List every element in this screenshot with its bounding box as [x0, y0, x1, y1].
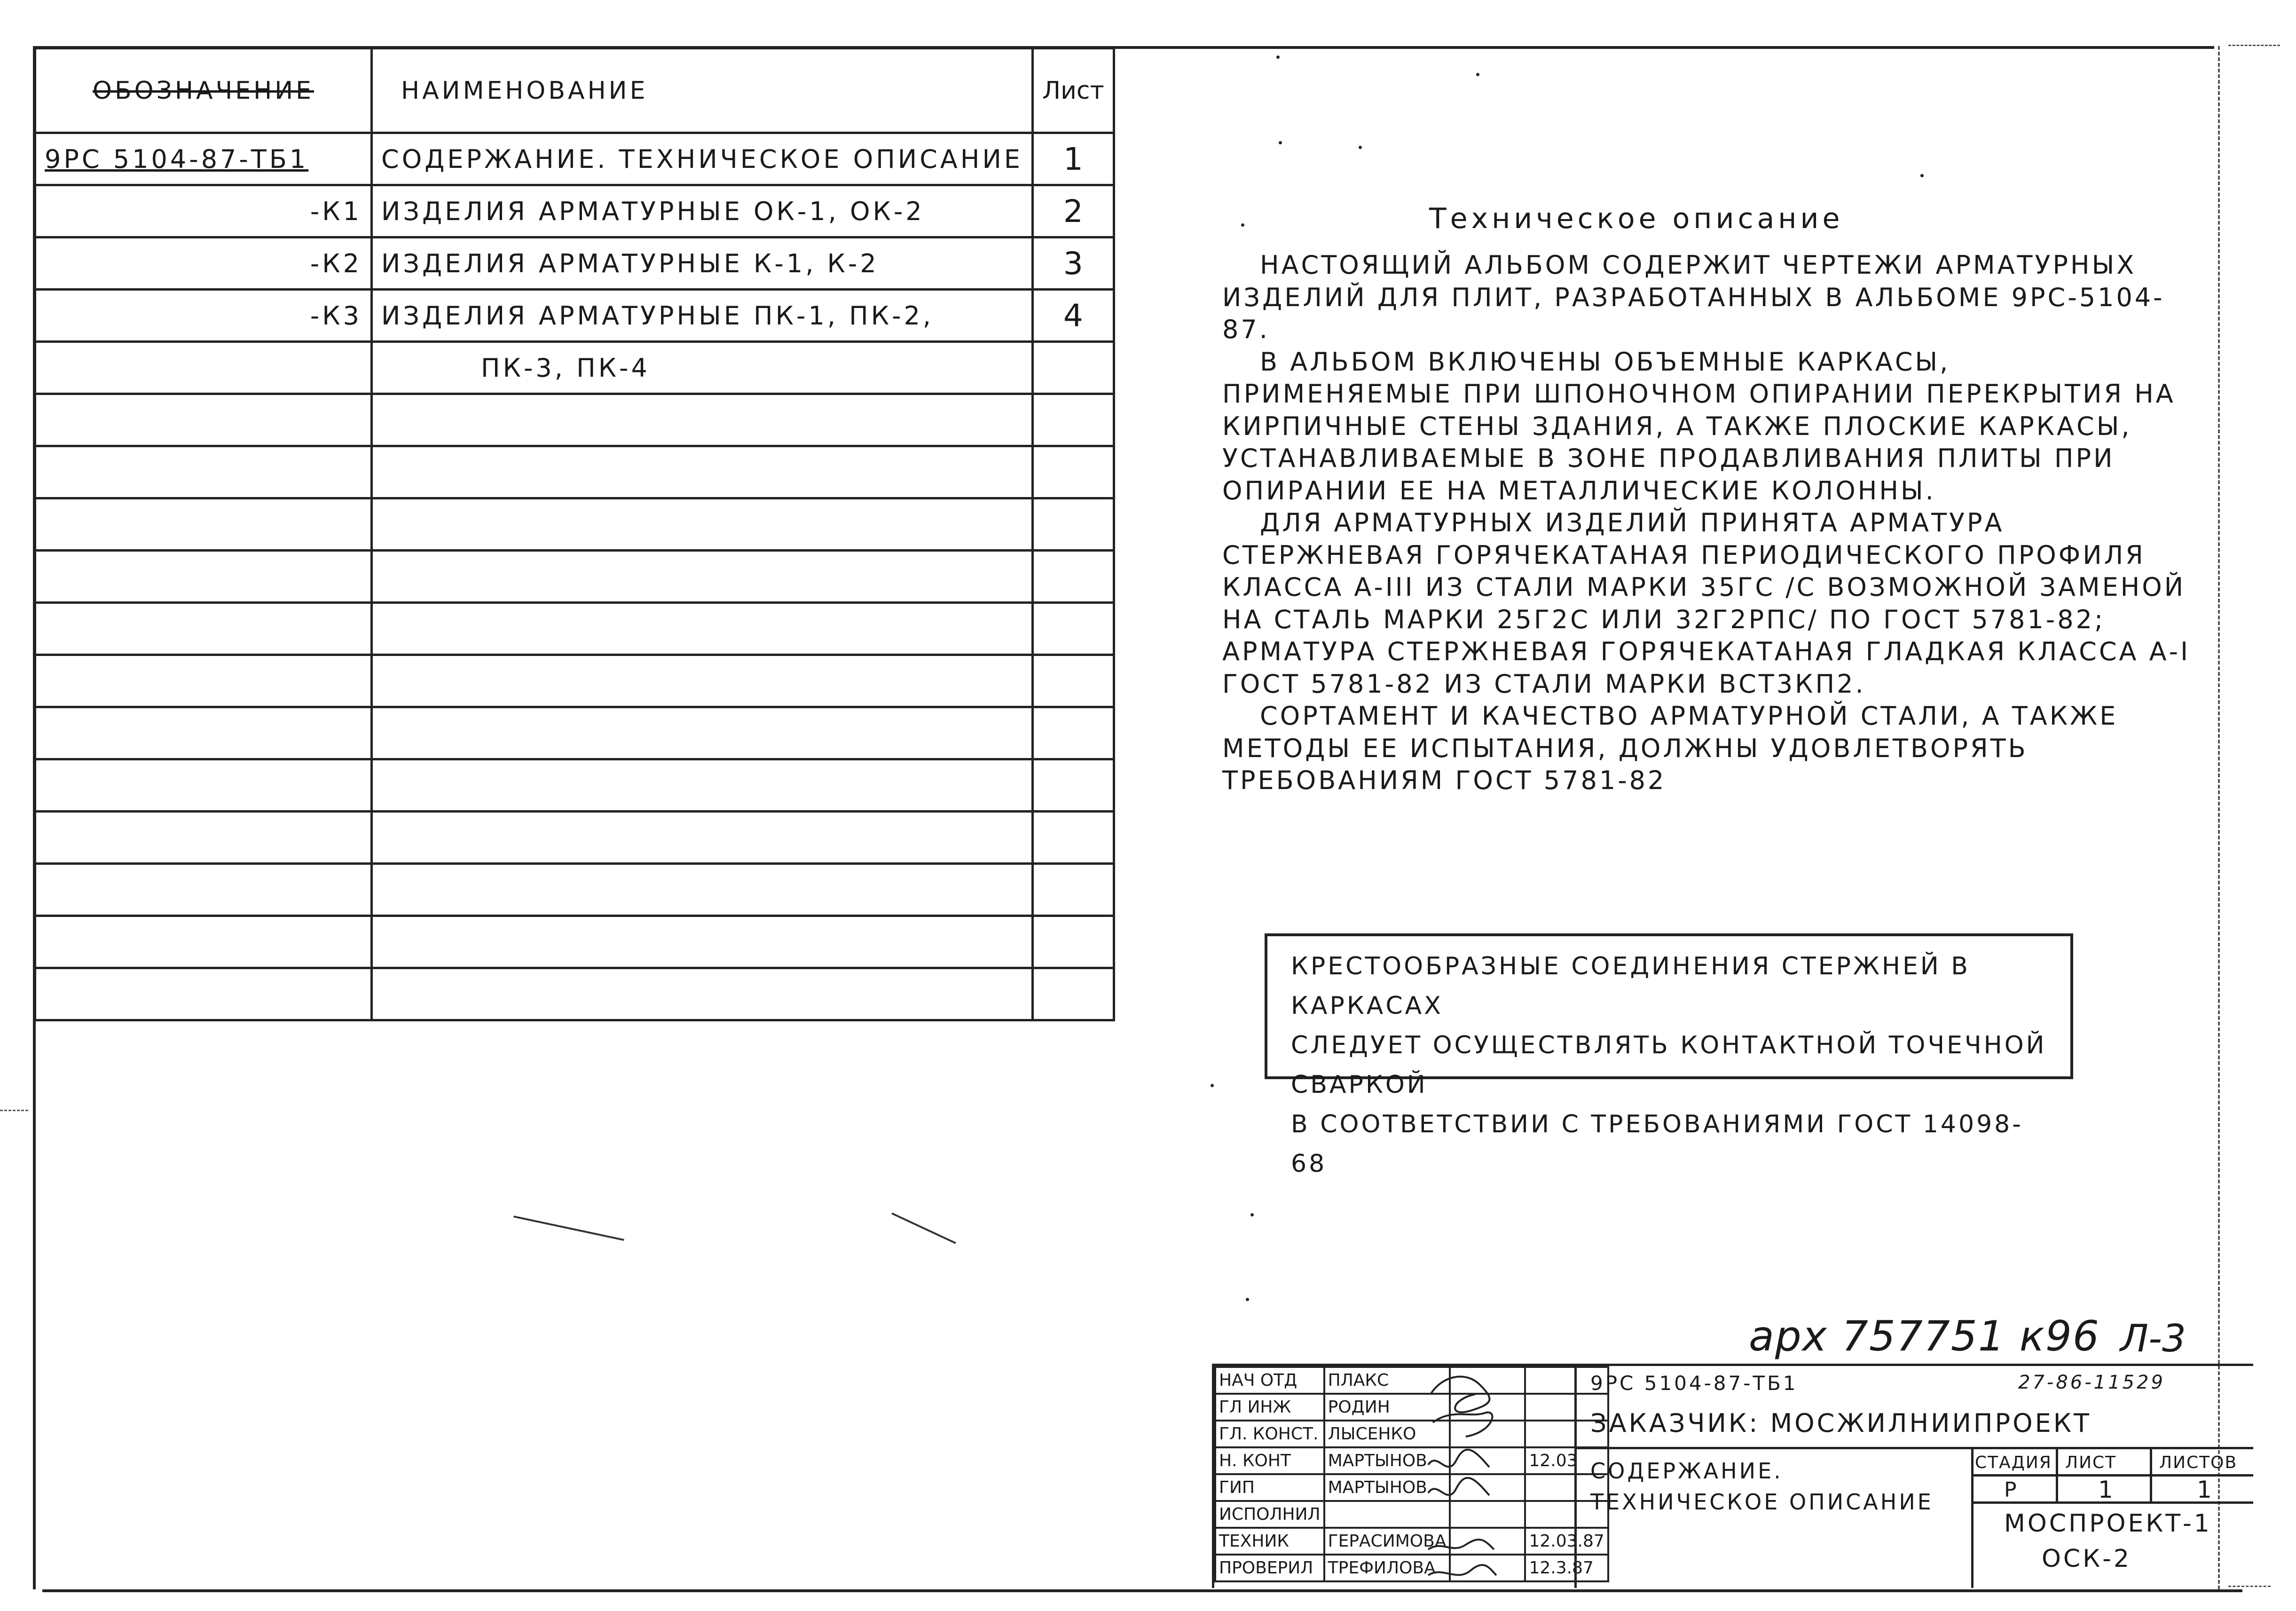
- signature-name: РОДИН: [1324, 1394, 1450, 1421]
- scan-dot: [1920, 174, 1924, 177]
- contents-table: [34, 47, 1115, 1021]
- signature-scribble: [1428, 1540, 1494, 1549]
- note-line: СЛЕДУЕТ ОСУЩЕСТВЛЯТЬ КОНТАКТНОЙ ТОЧЕЧНОЙ СВАРКОЙ: [1291, 1031, 2047, 1099]
- table-row-empty: [35, 394, 1114, 446]
- signature-name: ПЛАКС: [1324, 1367, 1450, 1394]
- title-block-divider: [2150, 1447, 2152, 1501]
- scan-stroke: [513, 1216, 624, 1241]
- table-row-empty: [35, 655, 1114, 707]
- signature-role: ТЕХНИК: [1215, 1528, 1324, 1555]
- signature-row: [1215, 1555, 1608, 1581]
- table-row: [35, 185, 1114, 237]
- row-designation: -К3: [35, 290, 372, 342]
- signature-row: [1215, 1367, 1608, 1394]
- note-line: КРЕСТООБРАЗНЫЕ СОЕДИНЕНИЯ СТЕРЖНЕЙ В КАРКАСАХ: [1291, 952, 1970, 1020]
- table-row-empty: [35, 916, 1114, 968]
- table-row-empty: [35, 603, 1114, 655]
- row-sheet: 4: [1032, 290, 1114, 342]
- row-name: СОДЕРЖАНИЕ. ТЕХНИЧЕСКОЕ ОПИСАНИЕ: [372, 133, 1033, 185]
- row-sheet: 3: [1032, 237, 1114, 290]
- organization: МОСПРОЕКТ-1: [2004, 1509, 2212, 1538]
- scan-dash: [0, 1110, 28, 1111]
- signature-role: ГЛ ИНЖ: [1215, 1394, 1324, 1421]
- scan-dot: [1359, 146, 1362, 149]
- signature-date: 12.03: [1525, 1447, 1608, 1474]
- scan-dot: [1279, 141, 1282, 144]
- signature-row: [1215, 1447, 1608, 1474]
- signature-role: ГИП: [1215, 1474, 1324, 1501]
- archive-sheet-ref: Л-3: [2120, 1317, 2186, 1360]
- signature-scribble: [1433, 1413, 1492, 1437]
- sheets-label: ЛИСТОВ: [2159, 1453, 2238, 1472]
- table-row-empty: [35, 759, 1114, 812]
- stage-value: Р: [2004, 1478, 2019, 1502]
- paragraph: СОРТАМЕНТ И КАЧЕСТВО АРМАТУРНОЙ СТАЛИ, А ТАКЖЕ МЕТОДЫ ЕЕ ИСПЫТАНИЯ, ДОЛЖНЫ УДОВЛЕТВОРЯТЬ ТРЕБОВАНИЯМ ГОСТ 5781-82: [1222, 701, 2118, 795]
- scan-dot: [1241, 223, 1244, 227]
- note-line: В СООТВЕТСТВИИ С ТРЕБОВАНИЯМИ ГОСТ 14098-68: [1291, 1110, 2024, 1178]
- sheet-value: 1: [2098, 1476, 2115, 1503]
- stage-label: СТАДИЯ: [1975, 1453, 2052, 1472]
- scan-dot: [1211, 1084, 1214, 1087]
- signature-date: 12.03.87: [1525, 1528, 1608, 1555]
- signature-role: ПРОВЕРИЛ: [1215, 1555, 1324, 1581]
- title-block: [1212, 1364, 2253, 1588]
- table-row: [35, 290, 1114, 342]
- technical-description-title: Техническое описание: [1429, 202, 1844, 235]
- archive-number: арх 757751 к96: [1749, 1312, 2100, 1360]
- designation-header: ОБОЗНАЧЕНИЕ: [35, 48, 372, 133]
- technical-description-body: [1222, 249, 2191, 797]
- sheets-value: 1: [2197, 1476, 2214, 1503]
- contents-header-row: [35, 48, 1114, 133]
- table-row-empty: [35, 551, 1114, 603]
- signature-scribbles: [1423, 1366, 1501, 1588]
- signature-row: [1215, 1474, 1608, 1501]
- row-designation: -К1: [35, 185, 372, 237]
- row-name: ИЗДЕЛИЯ АРМАТУРНЫЕ К-1, К-2: [372, 237, 1033, 290]
- table-row-empty: [35, 812, 1114, 864]
- row-designation: -К2: [35, 237, 372, 290]
- scan-dash: [2228, 45, 2280, 46]
- table-row-empty: [35, 707, 1114, 759]
- paragraph: В АЛЬБОМ ВКЛЮЧЕНЫ ОБЪЕМНЫЕ КАРКАСЫ, ПРИМЕНЯЕМЫЕ ПРИ ШПОНОЧНОМ ОПИРАНИИ ПЕРЕКРЫТИЯ НА КИРПИЧНЫЕ СТЕНЫ ЗДАНИЯ, А ТАКЖЕ ПЛОСКИЕ КАРКАСЫ, УСТАНАВЛИВАЕМЫЕ В ЗОНЕ ПРОДАВЛИВАНИЯ ПЛИТЫ ПРИ ОПИРАНИИ ЕЕ НА МЕТАЛЛИЧЕСКИЕ КОЛОННЫ.: [1222, 347, 2176, 505]
- signature-row: [1215, 1528, 1608, 1555]
- signature-name: МАРТЫНОВ: [1324, 1447, 1450, 1474]
- table-row-empty: [35, 498, 1114, 551]
- name-header: НАИМЕНОВАНИЕ: [372, 48, 1033, 133]
- sheet-title: СОДЕРЖАНИЕ. ТЕХНИЧЕСКОЕ ОПИСАНИЕ: [1590, 1458, 1934, 1515]
- signature-role: ИСПОЛНИЛ: [1215, 1501, 1324, 1528]
- row-name: ПК-3, ПК-4: [372, 342, 1033, 394]
- signature-row: [1215, 1501, 1608, 1528]
- table-row-empty: [35, 968, 1114, 1020]
- table-row: [35, 342, 1114, 394]
- scan-dash: [2228, 1586, 2271, 1587]
- title-block-divider: [2056, 1447, 2058, 1501]
- paragraph: НАСТОЯЩИЙ АЛЬБОМ СОДЕРЖИТ ЧЕРТЕЖИ АРМАТУРНЫХ ИЗДЕЛИЙ ДЛЯ ПЛИТ, РАЗРАБОТАННЫХ В АЛЬБОМЕ 9РС-5104-87.: [1222, 250, 2165, 344]
- scan-stroke: [891, 1212, 956, 1244]
- welding-note-box: [1265, 933, 2073, 1178]
- signature-name: МАРТЫНОВ: [1324, 1474, 1450, 1501]
- signature-name: ТРЕФИЛОВА: [1324, 1555, 1450, 1581]
- table-row-empty: [35, 864, 1114, 916]
- customer: ЗАКАЗЧИК: МОСЖИЛНИИПРОЕКТ: [1590, 1408, 2092, 1438]
- signature-name: ГЕРАСИМОВА: [1324, 1528, 1450, 1555]
- signature-row: [1215, 1394, 1608, 1421]
- row-designation: 9РС 5104-87-ТБ1: [35, 133, 372, 185]
- row-designation: [35, 342, 372, 394]
- title-block-divider: [1574, 1366, 1577, 1588]
- scan-dot: [1476, 73, 1479, 76]
- row-sheet: [1032, 342, 1114, 394]
- row-name: ИЗДЕЛИЯ АРМАТУРНЫЕ ОК-1, ОК-2: [372, 185, 1033, 237]
- signatures-table: [1214, 1366, 1609, 1582]
- signature-role: НАЧ ОТД: [1215, 1367, 1324, 1394]
- table-row-empty: [35, 446, 1114, 498]
- paragraph: ДЛЯ АРМАТУРНЫХ ИЗДЕЛИЙ ПРИНЯТА АРМАТУРА СТЕРЖНЕВАЯ ГОРЯЧЕКАТАНАЯ ПЕРИОДИЧЕСКОГО ПРОФИЛЯ КЛАССА А-III ИЗ СТАЛИ МАРКИ 35ГС /С ВОЗМОЖНОЙ ЗАМЕНОЙ НА СТАЛЬ МАРКИ 25Г2С ИЛИ 32Г2РПС/ ПО ГОСТ 5781-82; АРМАТУРА СТЕРЖНЕВАЯ ГОРЯЧЕКАТАНАЯ ГЛАДКАЯ КЛАССА А-I ГОСТ 5781-82 ИЗ СТАЛИ МАРКИ ВСТ3КП2.: [1222, 508, 2191, 699]
- signature-scribble: [1428, 1450, 1489, 1467]
- sheet-label: ЛИСТ: [2065, 1453, 2117, 1472]
- signature-role: ГЛ. КОНСТ.: [1215, 1421, 1324, 1447]
- title-block-divider: [1971, 1447, 1974, 1588]
- row-name: ИЗДЕЛИЯ АРМАТУРНЫЕ ПК-1, ПК-2,: [372, 290, 1033, 342]
- frame-bottom-border: [42, 1589, 2242, 1592]
- scan-dot: [1276, 55, 1280, 59]
- scan-dot: [1250, 1213, 1254, 1216]
- signature-row: [1215, 1421, 1608, 1447]
- table-row: [35, 133, 1114, 185]
- department: ОСК-2: [2042, 1545, 2132, 1573]
- order-code: 27-86-11529: [2018, 1372, 2165, 1393]
- signature-scribble: [1428, 1478, 1489, 1495]
- scan-dot: [1246, 1298, 1249, 1301]
- signature-scribble: [1431, 1377, 1489, 1413]
- signature-role: Н. КОНТ: [1215, 1447, 1324, 1474]
- table-row: [35, 237, 1114, 290]
- row-sheet: 1: [1032, 133, 1114, 185]
- signature-name: ЛЫСЕНКО: [1324, 1421, 1450, 1447]
- document-code: 9РС 5104-87-ТБ1: [1590, 1372, 1798, 1395]
- signature-date: 12.3.87: [1525, 1555, 1608, 1581]
- sheet-header: Лист: [1032, 48, 1114, 133]
- signature-scribble: [1428, 1565, 1496, 1575]
- row-sheet: 2: [1032, 185, 1114, 237]
- frame-right-border: [2218, 46, 2220, 1589]
